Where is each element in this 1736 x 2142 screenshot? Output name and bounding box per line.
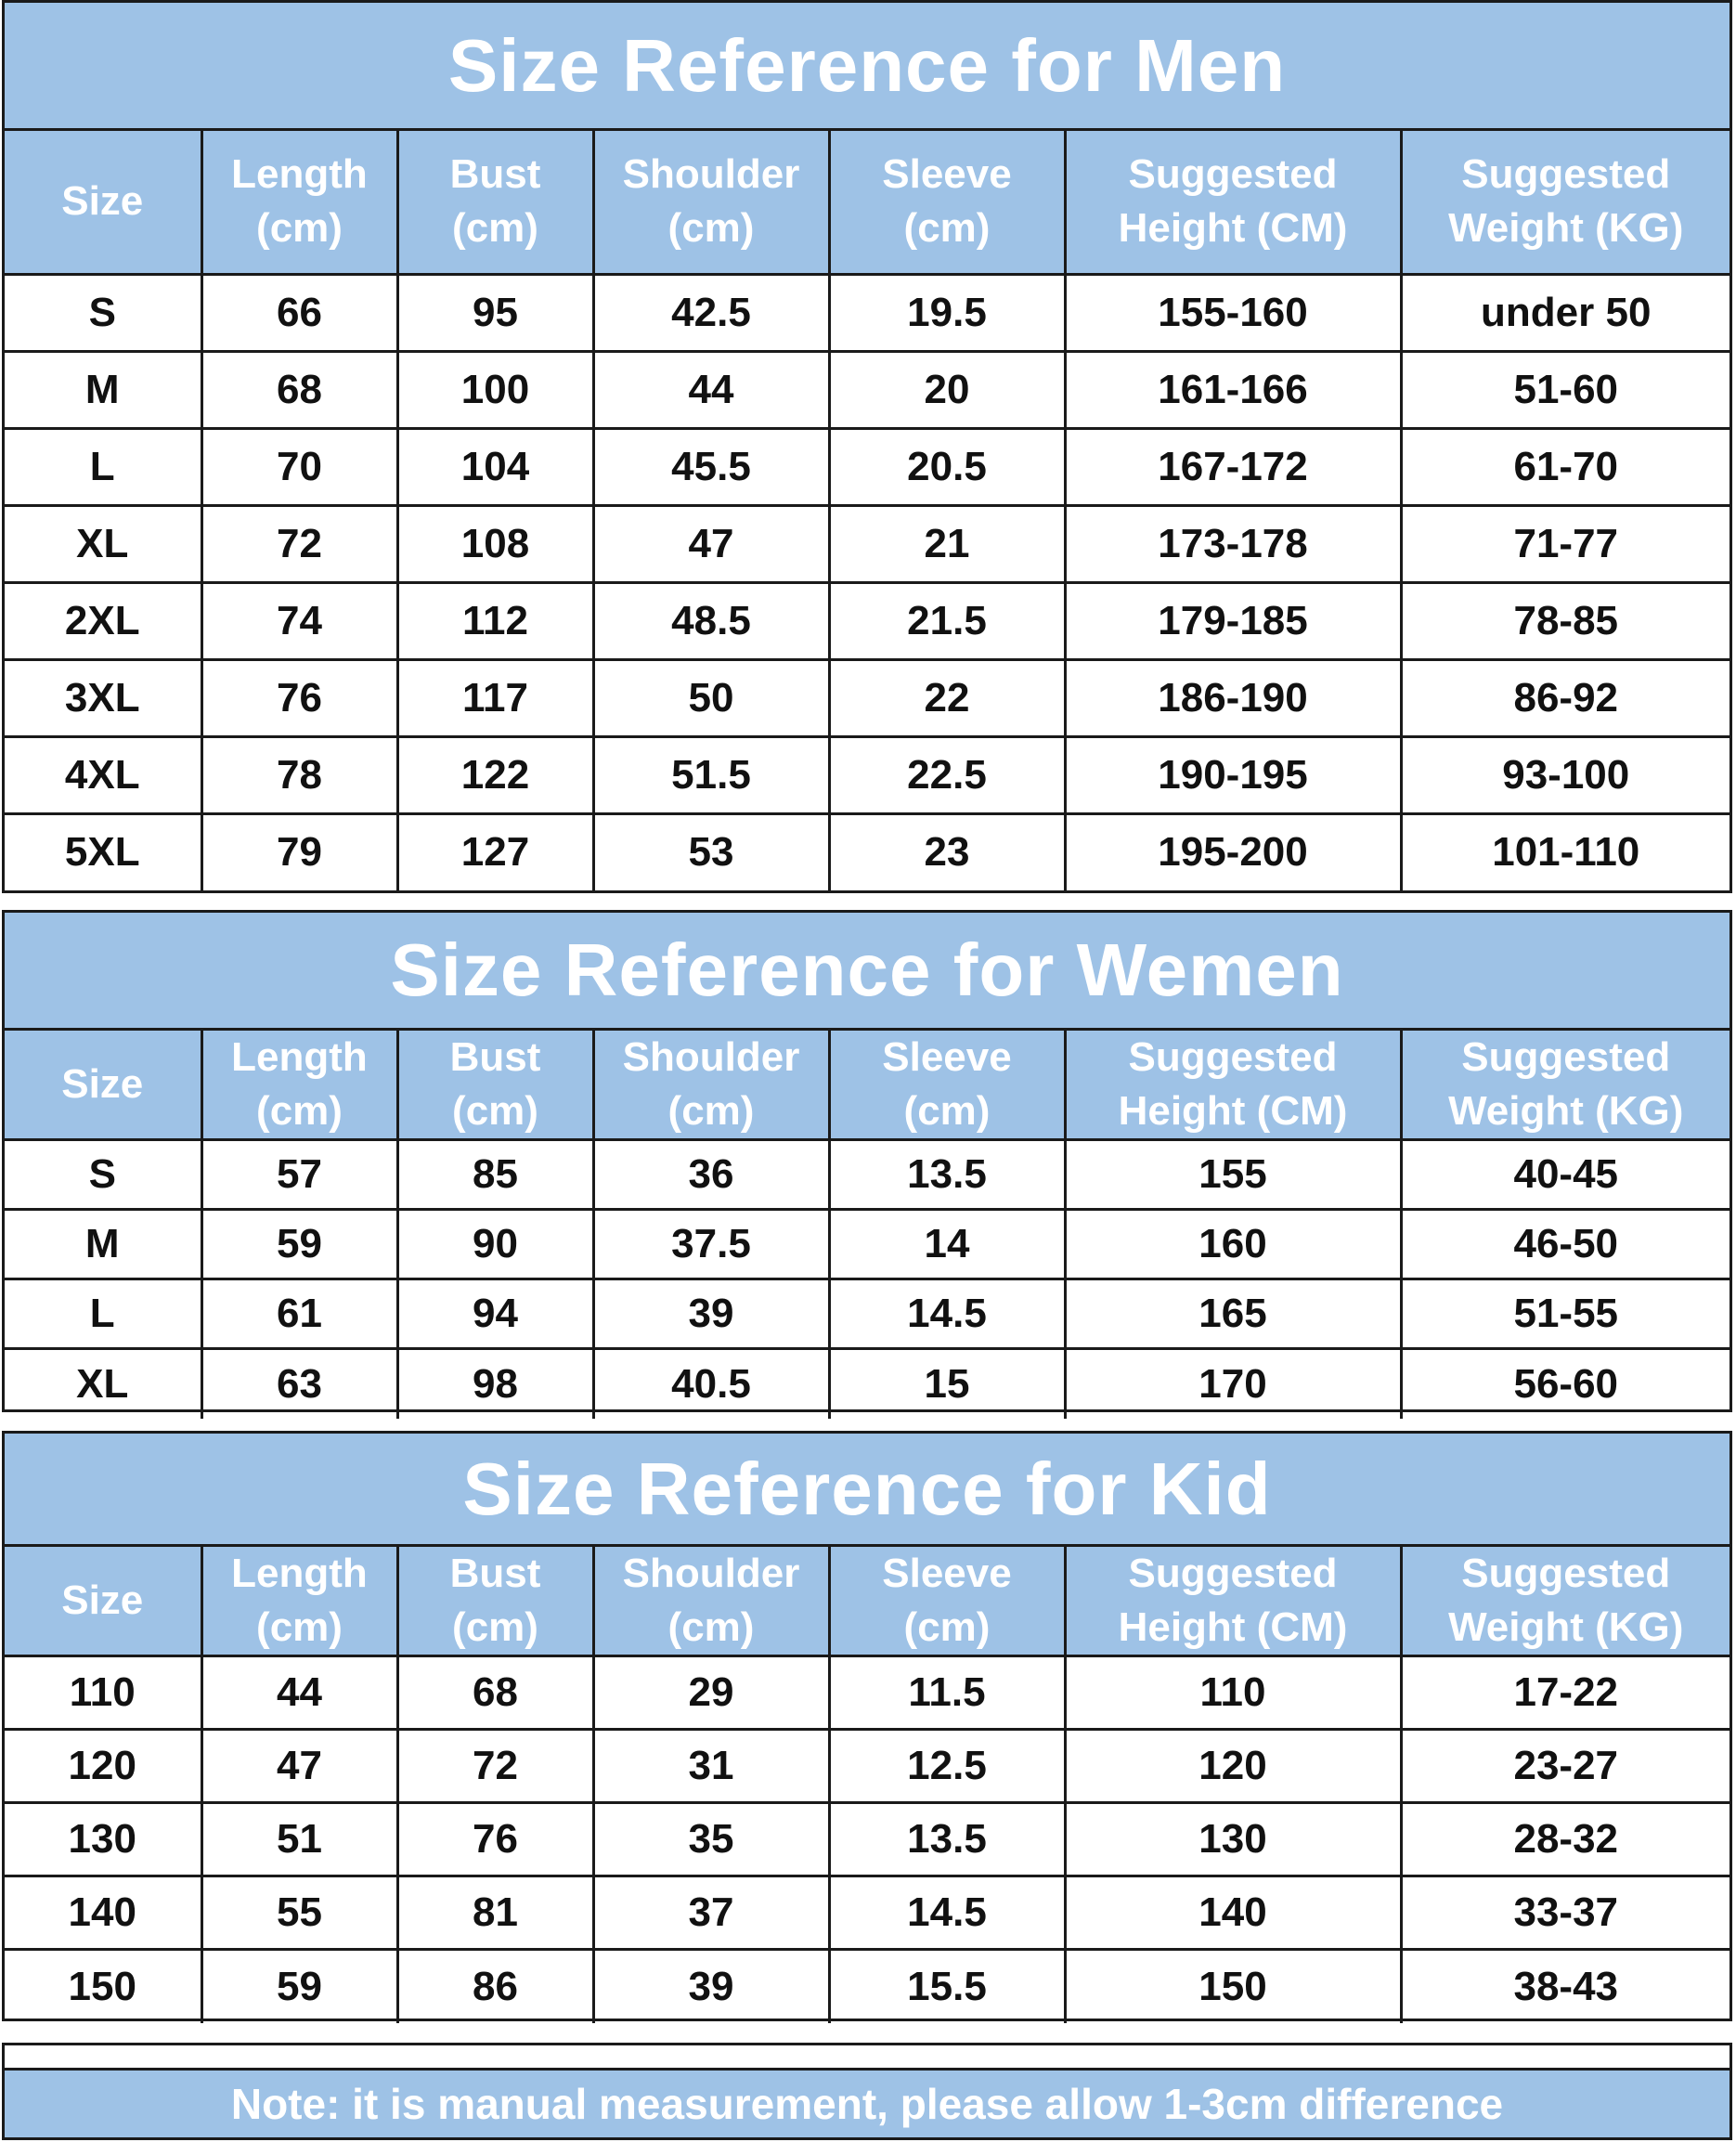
column-header-size: Size (5, 1547, 201, 1656)
column-header-bust (397, 131, 593, 274)
measurement-cell: 11.5 (829, 1656, 1065, 1730)
measurement-cell: 14.5 (829, 1279, 1065, 1349)
measurement-cell: under 50 (1401, 274, 1730, 351)
measurement-cell: 29 (593, 1656, 829, 1730)
size-cell: 3XL (5, 659, 201, 736)
table-row (5, 1279, 1730, 1349)
measurement-cell: 28-32 (1401, 1803, 1730, 1876)
measurement-cell: 160 (1065, 1210, 1401, 1279)
column-header-line: Suggested (1128, 1034, 1338, 1080)
measurement-cell: 79 (201, 813, 397, 890)
column-header-line: Shoulder (622, 1551, 800, 1596)
measurement-cell: 150 (1065, 1950, 1401, 2023)
table-row (5, 428, 1730, 505)
column-header-line: Suggested (1128, 151, 1338, 198)
column-header-shoulder (593, 1547, 829, 1656)
column-header-bust (397, 1031, 593, 1140)
measurement-cell: 186-190 (1065, 659, 1401, 736)
measurement-cell: 190-195 (1065, 736, 1401, 813)
measurement-cell: 72 (201, 505, 397, 582)
measurement-cell: 51 (201, 1803, 397, 1876)
size-cell: 150 (5, 1950, 201, 2023)
table-row (5, 1656, 1730, 1730)
measurement-cell: 161-166 (1065, 351, 1401, 428)
measurement-cell: 15.5 (829, 1950, 1065, 2023)
table-row (5, 813, 1730, 890)
measurement-cell: 66 (201, 274, 397, 351)
table-row (5, 1140, 1730, 1210)
measurement-cell: 13.5 (829, 1140, 1065, 1210)
measurement-cell: 155-160 (1065, 274, 1401, 351)
measurement-cell: 98 (397, 1349, 593, 1419)
measurement-cell: 15 (829, 1349, 1065, 1419)
table-row (5, 1210, 1730, 1279)
measurement-cell: 104 (397, 428, 593, 505)
table-row (5, 1950, 1730, 2023)
table-row (5, 659, 1730, 736)
column-header-line: Weight (KG) (1448, 205, 1684, 252)
column-header-line: Height (CM) (1118, 1604, 1348, 1650)
column-header-suggested (1065, 1547, 1401, 1656)
measurement-cell: 44 (593, 351, 829, 428)
men-size-section (2, 0, 1732, 893)
measurement-cell: 100 (397, 351, 593, 428)
measurement-cell: 90 (397, 1210, 593, 1279)
women-size-section (2, 910, 1732, 1412)
column-header-suggested (1401, 1547, 1730, 1656)
table-row (5, 582, 1730, 659)
column-header-line: (cm) (903, 1088, 991, 1134)
column-header-line: (cm) (452, 1604, 538, 1650)
measurement-cell: 48.5 (593, 582, 829, 659)
measurement-cell: 72 (397, 1730, 593, 1803)
measurement-cell: 19.5 (829, 274, 1065, 351)
column-header-line: (cm) (667, 1604, 755, 1650)
measurement-cell: 76 (201, 659, 397, 736)
size-cell: S (5, 274, 201, 351)
measurement-cell: 78-85 (1401, 582, 1730, 659)
measurement-cell: 120 (1065, 1730, 1401, 1803)
measurement-cell: 127 (397, 813, 593, 890)
column-header-line: Length (231, 1034, 368, 1080)
column-header-line: Length (231, 1551, 368, 1596)
column-header-length (201, 131, 397, 274)
men-section-title: Size Reference for Men (5, 3, 1730, 131)
measurement-cell: 17-22 (1401, 1656, 1730, 1730)
column-header-line: Bust (449, 1551, 541, 1596)
measurement-cell: 21 (829, 505, 1065, 582)
column-header-line: (cm) (903, 205, 991, 252)
table-row (5, 1803, 1730, 1876)
column-header-size: Size (5, 1031, 201, 1140)
measurement-cell: 167-172 (1065, 428, 1401, 505)
size-cell: 140 (5, 1876, 201, 1950)
measurement-cell: 76 (397, 1803, 593, 1876)
size-cell: 2XL (5, 582, 201, 659)
women-section-title: Size Reference for Wemen (5, 913, 1730, 1031)
women-size-table (5, 1031, 1730, 1419)
table-row (5, 1876, 1730, 1950)
measurement-cell: 37.5 (593, 1210, 829, 1279)
column-header-bust (397, 1547, 593, 1656)
measurement-cell: 101-110 (1492, 829, 1640, 876)
measurement-cell: 94 (397, 1279, 593, 1349)
measurement-cell: 86-92 (1401, 659, 1730, 736)
measurement-cell: 56-60 (1513, 1360, 1619, 1407)
measurement-cell: 37 (593, 1876, 829, 1950)
men-size-table (5, 131, 1730, 890)
measurement-cell: 40.5 (593, 1349, 829, 1419)
column-header-line: Bust (449, 151, 541, 198)
size-cell: 110 (5, 1656, 201, 1730)
column-header-line: Sleeve (882, 151, 1012, 198)
measurement-cell: 35 (593, 1803, 829, 1876)
column-header-line: (cm) (256, 1604, 343, 1650)
column-header-shoulder (593, 1031, 829, 1140)
column-header-sleeve (829, 1031, 1065, 1140)
size-cell: XL (5, 1349, 201, 1419)
table-row (5, 351, 1730, 428)
size-cell: L (5, 1279, 201, 1349)
measurement-cell: 13.5 (829, 1803, 1065, 1876)
measurement-note (2, 2043, 1732, 2140)
measurement-cell: 23-27 (1401, 1730, 1730, 1803)
measurement-cell: 70 (201, 428, 397, 505)
measurement-cell: 112 (397, 582, 593, 659)
column-header-line: Sleeve (882, 1551, 1012, 1596)
measurement-cell: 42.5 (593, 274, 829, 351)
size-cell: M (5, 351, 201, 428)
measurement-cell: 140 (1065, 1876, 1401, 1950)
measurement-cell: 51.5 (593, 736, 829, 813)
measurement-cell: 86 (397, 1950, 593, 2023)
measurement-cell: 170 (1065, 1349, 1401, 1419)
measurement-cell: 110 (1065, 1656, 1401, 1730)
measurement-cell: 173-178 (1065, 505, 1401, 582)
size-cell: S (5, 1140, 201, 1210)
measurement-cell: 59 (201, 1210, 397, 1279)
column-header-line: Height (CM) (1118, 205, 1348, 252)
measurement-cell: 23 (829, 813, 1065, 890)
column-header-line: Suggested (1461, 1551, 1671, 1596)
measurement-cell: 22 (829, 659, 1065, 736)
measurement-cell: 63 (201, 1349, 397, 1419)
measurement-cell: 14 (829, 1210, 1065, 1279)
measurement-cell: 179-185 (1065, 582, 1401, 659)
measurement-cell: 93-100 (1401, 736, 1730, 813)
measurement-cell: 22.5 (829, 736, 1065, 813)
note-spacer (5, 2045, 1730, 2068)
measurement-cell: 108 (397, 505, 593, 582)
column-header-line: (cm) (667, 1088, 755, 1134)
column-header-line: Sleeve (882, 1034, 1012, 1080)
measurement-cell: 12.5 (829, 1730, 1065, 1803)
size-cell: XL (5, 505, 201, 582)
measurement-cell: 68 (397, 1656, 593, 1730)
column-header-line: Weight (KG) (1448, 1604, 1684, 1650)
measurement-cell: 21.5 (829, 582, 1065, 659)
note-text: Note: it is manual measurement, please allow 1-3cm difference (5, 2068, 1730, 2137)
measurement-cell: 74 (201, 582, 397, 659)
measurement-cell: 39 (593, 1279, 829, 1349)
size-cell: 5XL (5, 813, 201, 890)
measurement-cell: 47 (201, 1730, 397, 1803)
column-header-sleeve (829, 1547, 1065, 1656)
column-header-suggested (1065, 131, 1401, 274)
size-cell: L (5, 428, 201, 505)
measurement-cell: 155 (1065, 1140, 1401, 1210)
measurement-cell: 44 (201, 1656, 397, 1730)
column-header-line: Suggested (1461, 1034, 1671, 1080)
column-header-length (201, 1031, 397, 1140)
measurement-cell: 81 (397, 1876, 593, 1950)
kid-size-table (5, 1547, 1730, 2023)
measurement-cell: 36 (593, 1140, 829, 1210)
measurement-cell: 195-200 (1065, 813, 1401, 890)
measurement-cell: 31 (593, 1730, 829, 1803)
measurement-cell: 61-70 (1401, 428, 1730, 505)
column-header-line: (cm) (452, 205, 538, 252)
measurement-cell: 53 (593, 813, 829, 890)
measurement-cell: 46-50 (1401, 1210, 1730, 1279)
column-header-line: Suggested (1461, 151, 1671, 198)
column-header-line: Shoulder (622, 1034, 800, 1080)
column-header-line: (cm) (667, 205, 755, 252)
column-header-size: Size (5, 131, 201, 274)
measurement-cell: 85 (397, 1140, 593, 1210)
measurement-cell: 95 (397, 274, 593, 351)
column-header-line: Suggested (1128, 1551, 1338, 1596)
kid-size-section (2, 1431, 1732, 2021)
measurement-cell: 71-77 (1401, 505, 1730, 582)
table-row (5, 736, 1730, 813)
table-row (5, 274, 1730, 351)
column-header-line: Bust (449, 1034, 541, 1080)
measurement-cell: 68 (201, 351, 397, 428)
column-header-suggested (1065, 1031, 1401, 1140)
measurement-cell: 59 (201, 1950, 397, 2023)
size-cell: 4XL (5, 736, 201, 813)
measurement-cell: 61 (201, 1279, 397, 1349)
measurement-cell: 51-55 (1401, 1279, 1730, 1349)
measurement-cell: 20.5 (829, 428, 1065, 505)
column-header-shoulder (593, 131, 829, 274)
measurement-cell: 117 (397, 659, 593, 736)
column-header-line: (cm) (903, 1604, 991, 1650)
size-cell: M (5, 1210, 201, 1279)
measurement-cell: 33-37 (1401, 1876, 1730, 1950)
column-header-line: (cm) (256, 1088, 343, 1134)
measurement-cell: 40-45 (1401, 1140, 1730, 1210)
measurement-cell: 130 (1065, 1803, 1401, 1876)
measurement-cell: 45.5 (593, 428, 829, 505)
table-row (5, 1349, 1730, 1419)
measurement-cell: 39 (593, 1950, 829, 2023)
column-header-line: Weight (KG) (1448, 1088, 1684, 1134)
column-header-suggested (1401, 131, 1730, 274)
measurement-cell: 14.5 (829, 1876, 1065, 1950)
column-header-sleeve (829, 131, 1065, 274)
measurement-cell: 165 (1065, 1279, 1401, 1349)
column-header-line: Shoulder (622, 151, 800, 198)
size-cell: 120 (5, 1730, 201, 1803)
table-row (5, 505, 1730, 582)
measurement-cell: 78 (201, 736, 397, 813)
column-header-length (201, 1547, 397, 1656)
measurement-cell: 51-60 (1401, 351, 1730, 428)
column-header-line: (cm) (452, 1088, 538, 1134)
column-header-line: Length (231, 151, 368, 198)
size-cell: 130 (5, 1803, 201, 1876)
kid-section-title: Size Reference for Kid (5, 1434, 1730, 1547)
column-header-line: Height (CM) (1118, 1088, 1348, 1134)
column-header-suggested (1401, 1031, 1730, 1140)
measurement-cell: 122 (397, 736, 593, 813)
measurement-cell: 55 (201, 1876, 397, 1950)
measurement-cell: 50 (593, 659, 829, 736)
column-header-line: (cm) (256, 205, 343, 252)
measurement-cell: 20 (829, 351, 1065, 428)
table-row (5, 1730, 1730, 1803)
measurement-cell: 47 (593, 505, 829, 582)
measurement-cell: 38-43 (1513, 1963, 1619, 2009)
measurement-cell: 57 (201, 1140, 397, 1210)
